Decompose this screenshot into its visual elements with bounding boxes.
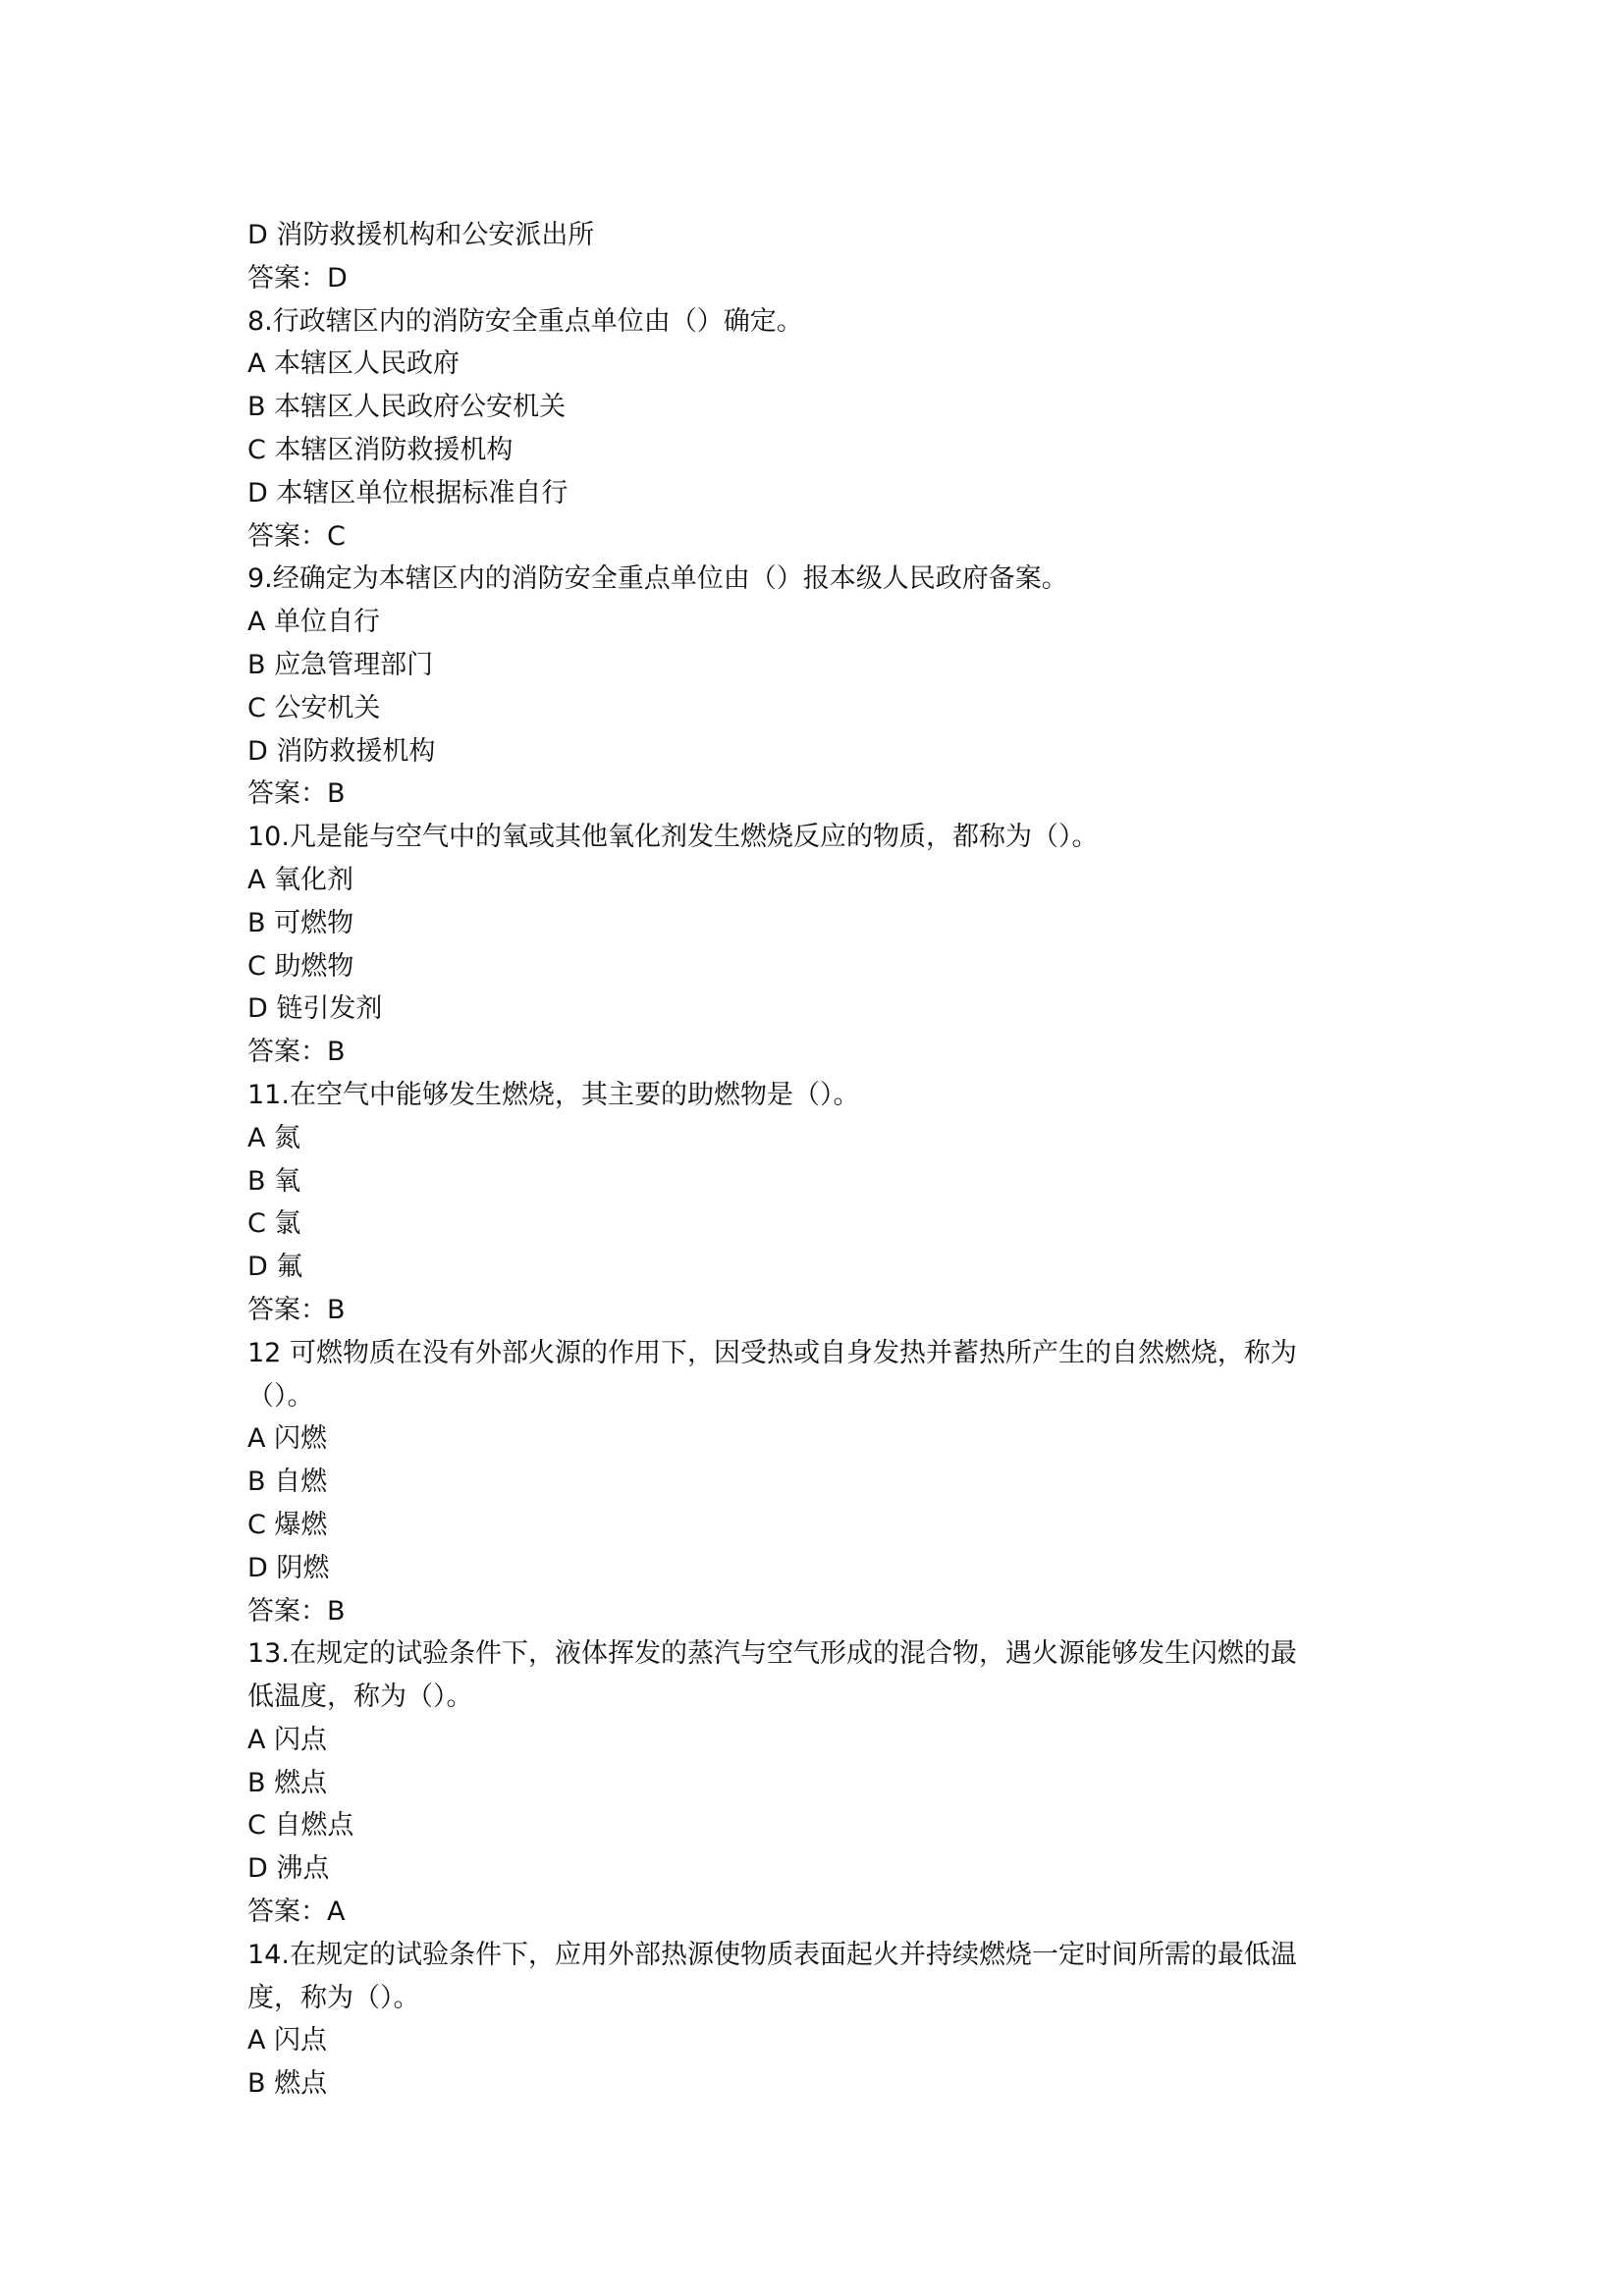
answer-line: 答案：B <box>247 1595 346 1627</box>
option-line: D 氟 <box>247 1252 303 1283</box>
question-line: 低温度，称为（）。 <box>247 1682 473 1713</box>
answer-line: 答案：D <box>247 262 348 294</box>
document-page <box>247 214 1386 2106</box>
option-line: B 燃点 <box>247 1767 328 1798</box>
answer-line: 答案：B <box>247 778 346 810</box>
option-line: C 公安机关 <box>247 692 381 723</box>
option-line: D 沸点 <box>247 1853 330 1885</box>
question-line: 11.在空气中能够发生燃烧，其主要的助燃物是（）。 <box>247 1079 860 1110</box>
option-line: B 本辖区人民政府公安机关 <box>247 392 567 423</box>
option-line: B 自燃 <box>247 1467 328 1498</box>
option-line: A 闪点 <box>247 1724 328 1755</box>
option-line: A 闪燃 <box>247 1423 328 1455</box>
question-line: 14.在规定的试验条件下，应用外部热源使物质表面起火并持续燃烧一定时间所需的最低温 <box>247 1939 1297 1970</box>
option-line: A 闪点 <box>247 2025 328 2056</box>
option-line: C 自燃点 <box>247 1810 354 1842</box>
answer-line: 答案：B <box>247 1294 346 1325</box>
question-line: 9.经确定为本辖区内的消防安全重点单位由（）报本级人民政府备案。 <box>247 563 1068 595</box>
question-line: （）。 <box>247 1380 314 1412</box>
question-line: 8.行政辖区内的消防安全重点单位由（）确定。 <box>247 305 803 337</box>
question-line: 12 可燃物质在没有外部火源的作用下，因受热或自身发热并蓄热所产生的自然燃烧，称为 <box>247 1337 1297 1368</box>
answer-line: 答案：C <box>247 520 346 552</box>
option-line: C 助燃物 <box>247 950 354 982</box>
option-line: D 消防救援机构 <box>247 735 436 767</box>
option-line: A 氮 <box>247 1122 301 1153</box>
answer-line: 答案：B <box>247 1037 346 1068</box>
option-line: D 链引发剂 <box>247 993 383 1025</box>
option-line: A 单位自行 <box>247 607 381 638</box>
option-line: A 氧化剂 <box>247 864 354 895</box>
question-line: 10.凡是能与空气中的氧或其他氧化剂发生燃烧反应的物质，都称为（）。 <box>247 822 1099 853</box>
question-line: 度，称为（）。 <box>247 1982 420 2013</box>
option-line: C 氯 <box>247 1208 301 1240</box>
option-line: B 燃点 <box>247 2068 328 2100</box>
option-line: C 本辖区消防救援机构 <box>247 434 514 465</box>
option-line: C 爆燃 <box>247 1509 328 1540</box>
option-line: D 阴燃 <box>247 1552 330 1583</box>
question-line: 13.在规定的试验条件下，液体挥发的蒸汽与空气形成的混合物，遇火源能够发生闪燃的最 <box>247 1638 1297 1670</box>
answer-line: 答案：A <box>247 1896 346 1928</box>
option-line: B 应急管理部门 <box>247 649 434 680</box>
option-line: D 消防救援机构和公安派出所 <box>247 220 595 250</box>
option-line: B 氧 <box>247 1165 301 1197</box>
option-line: B 可燃物 <box>247 907 354 938</box>
option-line: D 本辖区单位根据标准自行 <box>247 477 568 508</box>
option-line: A 本辖区人民政府 <box>247 348 460 380</box>
